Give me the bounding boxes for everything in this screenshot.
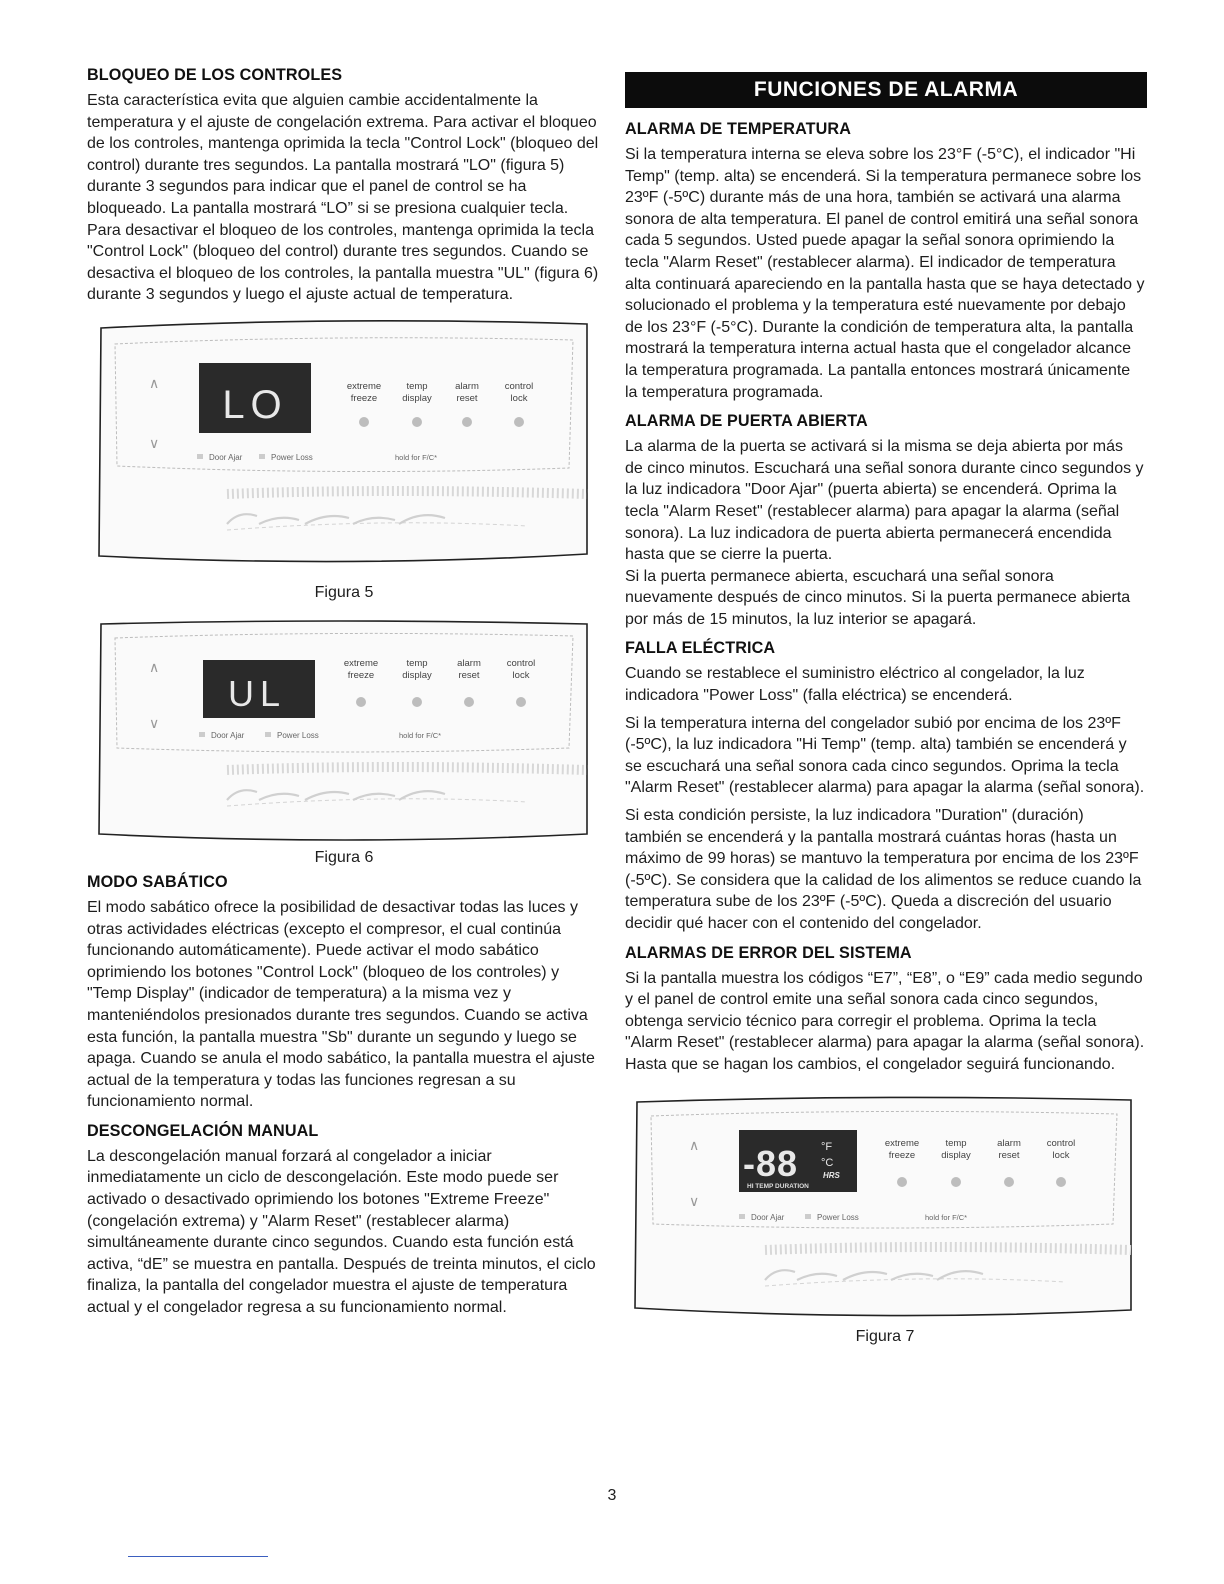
- extreme-freeze-button[interactable]: [897, 1177, 907, 1187]
- figure-5: [87, 318, 601, 602]
- svg-text:temp: temp: [406, 657, 428, 669]
- hold-note: hold for F/C*: [395, 452, 438, 462]
- power-loss-label: Power Loss: [271, 452, 313, 462]
- temp-display-button[interactable]: [412, 697, 422, 707]
- power-loss-indicator-icon: [259, 454, 265, 459]
- control-lock-button[interactable]: [514, 417, 524, 427]
- body-alarma-puerta-1: La alarma de la puerta se activará si la misma se deja abierta por más de cinco minutos. Escuchará una señal sonora durante cinco segundos y la luz indicadora "Door Ajar" (puerta abierta) se encenderá. Oprima la tecla "Alarm Reset" (restablecer alarma) para apagar la alarma (señal sonora). La luz indicadora de puerta abierta permanecerá encendida hasta que se cierre la puerta.: [625, 438, 1144, 564]
- figure-7-caption: Figura 7: [855, 1327, 915, 1345]
- figure-7: [625, 1096, 1145, 1346]
- svg-text:freeze: freeze: [888, 1149, 916, 1161]
- heading-falla-electrica: FALLA ELÉCTRICA: [625, 639, 776, 658]
- temp-display-button[interactable]: [951, 1177, 961, 1187]
- svg-text:control: control: [506, 657, 536, 669]
- door-ajar-indicator-icon: [197, 454, 203, 459]
- down-arrow-icon[interactable]: ∨: [689, 1192, 700, 1209]
- body-descongelacion: La descongelación manual forzará al congelador a iniciar inmediatamente un ciclo de descongelación. Este modo puede ser activado o desactivado oprimiendo los botones "Extreme Freeze" (congelación extrema) y "Alarm Reset" (restablecer alarma) simultáneamente durante cinco segundos. Cuando esta función está activa, “dE” se muestra en pantalla. Después de treinta minutos, el ciclo finaliza, la pantalla del congelador muestra el ajuste de temperatura actual y el congelador regresa a su funcionamiento normal.: [87, 1147, 596, 1317]
- body-falla-1: Cuando se restablece el suministro eléctrico al congelador, la luz indicadora "Power Loss" (falla eléctrica) se encenderá.: [625, 665, 1085, 705]
- temp-display-button[interactable]: [412, 417, 422, 427]
- body-falla-2: Si la temperatura interna del congelador subió por encima de los 23ºF (-5ºC), la luz indicadora "Hi Temp" (temp. alta) también se encenderá y se escuchará una señal sonora cada cinco segundos. Oprima la tecla "Alarm Reset" (restablecer alarma) para apagar la alarma (señal sonora).: [625, 714, 1145, 797]
- figure-6: [87, 620, 601, 867]
- down-arrow-icon[interactable]: ∨: [149, 714, 160, 731]
- svg-text:hold for F/C*: hold for F/C*: [925, 1212, 968, 1222]
- svg-text:lock: lock: [512, 669, 530, 681]
- svg-text:display: display: [941, 1149, 971, 1161]
- svg-text:hold for F/C*: hold for F/C*: [399, 730, 442, 740]
- up-arrow-icon[interactable]: ∧: [149, 374, 160, 391]
- svg-text:reset: reset: [456, 392, 478, 404]
- body-alarma-temperatura: Si la temperatura interna se eleva sobre los 23°F (-5°C), el indicador "Hi Temp" (temp. alta) se encenderá. Si la temperatura permanece sobre los 23ºF (-5ºC) durante más de una hora, también se activará una alarma sonora de alta temperatura. El panel de control emitirá una señal sonora cada 5 segundos. Usted puede apagar la señal sonora oprimiendo la tecla "Alarm Reset" (restablecer alarma). El indicador de temperatura alta continuará apareciendo en la pantalla hasta que se haya detectado y solucionado el problema y la temperatura esté nuevamente por debajo de los 23°F (-5°C). Durante la condición de temperatura alta, la pantalla mostrará la temperatura interna actual hasta que el congelador alcance la temperatura programada. La pantalla entonces mostrará únicamente la temperatura programada.: [625, 146, 1145, 401]
- hi-temp-duration-indicators: HI TEMP DURATION: [747, 1182, 809, 1190]
- extreme-freeze-button[interactable]: [356, 697, 366, 707]
- svg-text:control: control: [1046, 1137, 1076, 1149]
- up-arrow-icon[interactable]: ∧: [689, 1136, 700, 1153]
- control-panel-illustration: [87, 318, 601, 578]
- control-panel-illustration: [87, 620, 601, 845]
- heading-error-sistema: ALARMAS DE ERROR DEL SISTEMA: [625, 943, 912, 962]
- svg-text:display: display: [402, 392, 432, 404]
- heading-sabatico: MODO SABÁTICO: [87, 872, 228, 891]
- celsius-unit: °C: [821, 1156, 834, 1169]
- body-error-sistema: Si la pantalla muestra los códigos “E7”, “E8”, o “E9” cada medio segundo y el panel de control emite una señal sonora cada cinco segundos, obtenga servicio técnico para corregir el problema. Oprima la tecla "Alarm Reset" (restablecer alarma) para apagar la alarma (señal sonora). Hasta que se hagan los cambios, el congelador seguirá funcionando.: [625, 969, 1145, 1073]
- door-ajar-indicator-icon: [739, 1214, 745, 1219]
- control-lock-label: control: [504, 380, 534, 392]
- heading-alarma-puerta: ALARMA DE PUERTA ABIERTA: [625, 412, 868, 431]
- svg-text:freeze: freeze: [347, 669, 375, 681]
- svg-text:Power Loss: Power Loss: [277, 730, 319, 740]
- svg-text:extreme: extreme: [884, 1137, 920, 1149]
- heading-descongelacion: DESCONGELACIÓN MANUAL: [87, 1121, 319, 1140]
- display-value: -88: [743, 1142, 799, 1184]
- figure-5-caption: Figura 5: [314, 583, 374, 601]
- control-lock-button[interactable]: [516, 697, 526, 707]
- figure-6-caption: Figura 6: [314, 848, 374, 866]
- svg-text:Power Loss: Power Loss: [817, 1212, 859, 1222]
- body-sabatico: El modo sabático ofrece la posibilidad de desactivar todas las luces y otras actividades eléctricas (excepto el compresor, el cual continúa funcionando automáticamente). Puede activar el modo sabático oprimiendo los botones "Control Lock" (bloqueo de los controles) y "Temp Display" (indicador de temperatura) a la misma vez y manteniéndolos presionados durante tres segundos. Cuando se activa esta función, la pantalla muestra "Sb" durante un segundo y luego se apaga. Cuando se anula el modo sabático, la pantalla muestra el ajuste actual de la temperatura y todas las funciones regresan a su funcionamiento normal.: [87, 898, 595, 1111]
- heading-alarma-temperatura: ALARMA DE TEMPERATURA: [625, 120, 852, 138]
- door-ajar-indicator-icon: [199, 732, 205, 737]
- alarm-reset-button[interactable]: [1004, 1177, 1014, 1187]
- body-falla-3: Si esta condición persiste, la luz indicadora "Duration" (duración) también se encenderá y la pantalla mostrará cuántas horas (hasta un máximo de 99 horas) se mantuvo la temperatura por encima de los 23ºF (-5ºC). Se considera que la calidad de los alimentos se reduce cuando la temperatura sube de los 23ºF (-5ºC). Queda a discreción del usuario decidir qué hacer con el contenido del congelador.: [625, 807, 1142, 932]
- fahrenheit-unit: °F: [821, 1140, 833, 1153]
- body-alarma-puerta-2: Si la puerta permanece abierta, escuchará una señal sonora nuevamente después de cinco minutos. Si la puerta permanece abierta por más de 15 minutos, la luz interior se apagará.: [625, 567, 1131, 628]
- hours-unit: HRS: [823, 1170, 840, 1180]
- extreme-freeze-label: extreme: [346, 380, 382, 392]
- section-banner: FUNCIONES DE ALARMA: [625, 72, 1147, 108]
- extreme-freeze-button[interactable]: [359, 417, 369, 427]
- alarm-reset-button[interactable]: [464, 697, 474, 707]
- temp-display-label: temp: [406, 380, 428, 392]
- svg-text:display: display: [402, 669, 432, 681]
- alarm-reset-button[interactable]: [462, 417, 472, 427]
- svg-text:Door Ajar: Door Ajar: [211, 730, 245, 740]
- svg-text:alarm: alarm: [457, 657, 481, 669]
- heading-bloqueo: BLOQUEO DE LOS CONTROLES: [87, 66, 343, 84]
- svg-text:Door Ajar: Door Ajar: [751, 1212, 785, 1222]
- svg-text:lock: lock: [510, 392, 528, 404]
- svg-text:reset: reset: [998, 1149, 1020, 1161]
- svg-text:alarm: alarm: [997, 1137, 1021, 1149]
- control-lock-button[interactable]: [1056, 1177, 1066, 1187]
- door-ajar-label: Door Ajar: [209, 452, 243, 462]
- footer-rule: [128, 1556, 268, 1557]
- body-bloqueo: Esta característica evita que alguien cambie accidentalmente la temperatura y el ajuste de congelación extrema. Para activar el bloqueo de los controles, mantenga oprimida la tecla "Control Lock" (bloqueo del control) durante tres segundos. La pantalla mostrará "LO" (figura 5) durante 3 segundos para indicar que el panel de control se ha bloqueado. La pantalla mostrará “LO” si se presiona cualquier tecla. Para desactivar el bloqueo de los controles, mantenga oprimida la tecla "Control Lock" (bloqueo del control) durante tres segundos. Cuando se desactiva el bloqueo de los controles, la pantalla muestra "UL" (figura 6) durante 3 segundos y luego el ajuste actual de temperatura.: [87, 92, 599, 304]
- alarm-reset-label: alarm: [455, 380, 479, 392]
- display-value: UL: [227, 672, 287, 714]
- page-number: 3: [607, 1487, 617, 1504]
- control-panel-illustration: [625, 1096, 1145, 1324]
- svg-text:freeze: freeze: [350, 392, 378, 404]
- left-column: [87, 66, 601, 1319]
- svg-text:temp: temp: [945, 1137, 967, 1149]
- right-column: [625, 72, 1145, 1346]
- power-loss-indicator-icon: [805, 1214, 811, 1219]
- display-value: LO: [222, 382, 288, 427]
- power-loss-indicator-icon: [265, 732, 271, 737]
- svg-text:lock: lock: [1052, 1149, 1070, 1161]
- svg-text:reset: reset: [458, 669, 480, 681]
- svg-text:extreme: extreme: [343, 657, 379, 669]
- up-arrow-icon[interactable]: ∧: [149, 658, 160, 675]
- down-arrow-icon[interactable]: ∨: [149, 434, 160, 451]
